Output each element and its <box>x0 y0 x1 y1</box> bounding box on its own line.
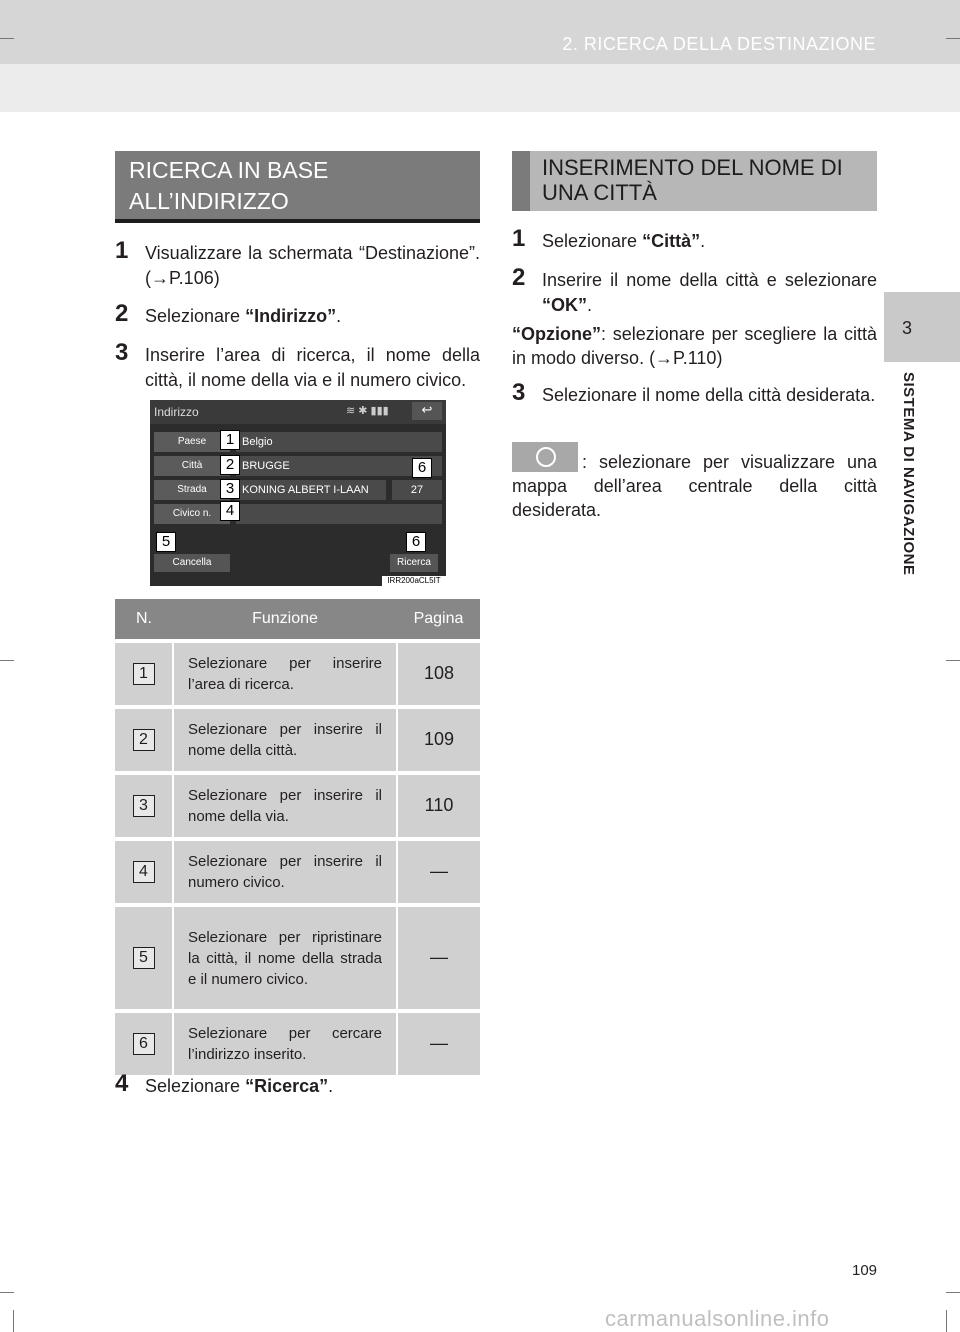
crop-mark <box>0 1292 14 1293</box>
number-box: 5 <box>133 947 155 969</box>
callout-4: 4 <box>220 501 240 521</box>
callout-5: 5 <box>156 532 176 552</box>
step-1 <box>115 237 480 291</box>
row-page: 109 <box>397 707 480 773</box>
screen-row-country <box>154 432 442 452</box>
crop-mark <box>946 1310 947 1332</box>
step-number: 1 <box>115 237 129 264</box>
row-label: Città <box>154 456 230 476</box>
step-text-post: . <box>336 306 342 326</box>
step-text-pre: Selezionare <box>145 306 246 326</box>
step-text-pre: Selezionare <box>542 231 643 251</box>
step-number: 2 <box>512 264 526 291</box>
screen-illustration <box>150 400 446 586</box>
step-text-bold: “Città” <box>642 231 701 251</box>
step-text <box>512 229 877 254</box>
step-text-pre: Inserire il nome della città e selezionare <box>542 270 877 290</box>
city-step-1 <box>512 225 877 254</box>
table-row <box>115 641 480 707</box>
back-icon: ↩ <box>412 402 442 420</box>
step-text: Selezionare il nome della città desiderata. <box>542 385 876 405</box>
heading-line: ALL’INDIRIZZO <box>129 188 289 214</box>
table-header <box>115 599 480 641</box>
image-code: IRR200aCL5IT <box>382 576 446 586</box>
step-number: 2 <box>115 300 129 327</box>
callout-1: 1 <box>220 430 240 450</box>
watermark: carmanualsonline.info <box>605 1306 830 1331</box>
step-number: 3 <box>115 339 129 366</box>
row-number <box>115 707 173 773</box>
step-2 <box>115 300 480 329</box>
number-box: 2 <box>133 729 155 751</box>
crop-mark <box>946 660 960 661</box>
number-box: 1 <box>133 663 155 685</box>
step-text: Visualizzare la schermata “Destinazione”. (→P.106) <box>145 243 480 288</box>
crop-mark <box>946 38 960 39</box>
table-row <box>115 1011 480 1075</box>
number-box: 3 <box>133 795 155 817</box>
step-text <box>512 268 877 318</box>
city-step-2 <box>512 264 877 318</box>
row-page: — <box>397 905 480 1011</box>
heading-line: RICERCA IN BASE <box>129 157 329 183</box>
row-function: Selezionare per ripristinare la città, il nome della strada e il numero civico. <box>173 905 397 1011</box>
option-note <box>512 322 877 370</box>
crop-mark <box>0 660 14 661</box>
row-label: Civico n. <box>154 504 230 524</box>
table-row <box>115 707 480 773</box>
col-header: Funzione <box>173 599 397 641</box>
number-box: 6 <box>133 1033 155 1055</box>
row-label: Paese <box>154 432 230 452</box>
step-number: 4 <box>115 1070 129 1097</box>
step-text-post: . <box>587 295 593 315</box>
step-text-post: . <box>328 1076 334 1096</box>
row-number <box>115 905 173 1011</box>
chapter-tab <box>884 292 960 362</box>
step-text-bold: “OK” <box>542 295 587 315</box>
screen-row-street <box>154 480 442 500</box>
step-text <box>115 1074 480 1099</box>
row-value: BRUGGE <box>236 456 442 476</box>
col-header: Pagina <box>397 599 480 641</box>
step-3 <box>115 339 480 393</box>
screen-title-bar <box>150 400 446 424</box>
option-bold: “Opzione” <box>512 324 601 344</box>
status-icons: ≋ ✱ ▮▮▮ <box>346 405 389 417</box>
row-number <box>115 839 173 905</box>
row-function: Selezionare per inserire il nome della città. <box>173 707 397 773</box>
step-number: 3 <box>512 379 526 406</box>
row-function: Selezionare per inserire l’area di ricerca. <box>173 641 397 707</box>
function-table <box>115 599 480 1075</box>
step-text: Inserire l’area di ricerca, il nome della città, il nome della via e il numero civico. <box>145 345 480 390</box>
step-text-bold: “Ricerca” <box>245 1076 329 1096</box>
row-page: — <box>397 839 480 905</box>
row-function: Selezionare per inserire il nome della via. <box>173 773 397 839</box>
heading-line: UNA CITTÀ <box>542 180 657 205</box>
table-row <box>115 773 480 839</box>
table-row <box>115 905 480 1011</box>
step-text-pre: Selezionare <box>145 1076 246 1096</box>
section-heading-city <box>512 151 877 211</box>
crop-mark <box>13 1310 14 1332</box>
city-step-3 <box>512 379 877 408</box>
step-number: 1 <box>512 225 526 252</box>
section-heading-address <box>115 151 480 223</box>
row-number <box>115 641 173 707</box>
screen-row-city <box>154 456 442 476</box>
page-number: 109 <box>852 1262 878 1279</box>
row-number <box>115 773 173 839</box>
step-4 <box>115 1070 480 1099</box>
header-subband <box>0 64 960 112</box>
icon-description: : selezionare per visualizzare una mappa dell’area centrale della città desiderata. <box>512 452 877 520</box>
number-box: 4 <box>133 861 155 883</box>
row-page: — <box>397 1011 480 1075</box>
screen-row-number <box>154 504 442 524</box>
heading-line: INSERIMENTO DEL NOME DI <box>542 155 843 180</box>
search-button: Ricerca <box>390 554 438 572</box>
row-number <box>115 1011 173 1075</box>
row-value <box>236 504 442 524</box>
row-page: 108 <box>397 641 480 707</box>
option-text: : selezionare per scegliere la città in modo diverso. (→P.110) <box>512 324 877 368</box>
step-text <box>115 304 480 329</box>
chapter-label: SISTEMA DI NAVIGAZIONE <box>900 372 917 576</box>
row-house-number: 27 <box>392 480 442 500</box>
callout-2: 2 <box>220 455 240 475</box>
chapter-title: 2. RICERCA DELLA DESTINAZIONE <box>562 34 876 54</box>
callout-3: 3 <box>220 479 240 499</box>
row-function: Selezionare per inserire il numero civico. <box>173 839 397 905</box>
crop-mark <box>946 1292 960 1293</box>
crop-mark <box>0 38 14 39</box>
table-row <box>115 839 480 905</box>
step-text-post: . <box>700 231 706 251</box>
screen-title: Indirizzo <box>154 405 199 419</box>
heading-bar <box>512 151 530 211</box>
callout-6: 6 <box>406 532 426 552</box>
chapter-number: 3 <box>902 318 913 338</box>
step-text-bold: “Indirizzo” <box>245 306 337 326</box>
callout-6: 6 <box>412 458 432 478</box>
row-page: 110 <box>397 773 480 839</box>
row-value: Belgio <box>236 432 442 452</box>
cancel-button: Cancella <box>154 554 230 572</box>
col-header: N. <box>115 599 173 641</box>
row-label: Strada <box>154 480 230 500</box>
row-value: KONING ALBERT I-LAAN <box>236 480 386 500</box>
row-function: Selezionare per cercare l’indirizzo inserito. <box>173 1011 397 1075</box>
